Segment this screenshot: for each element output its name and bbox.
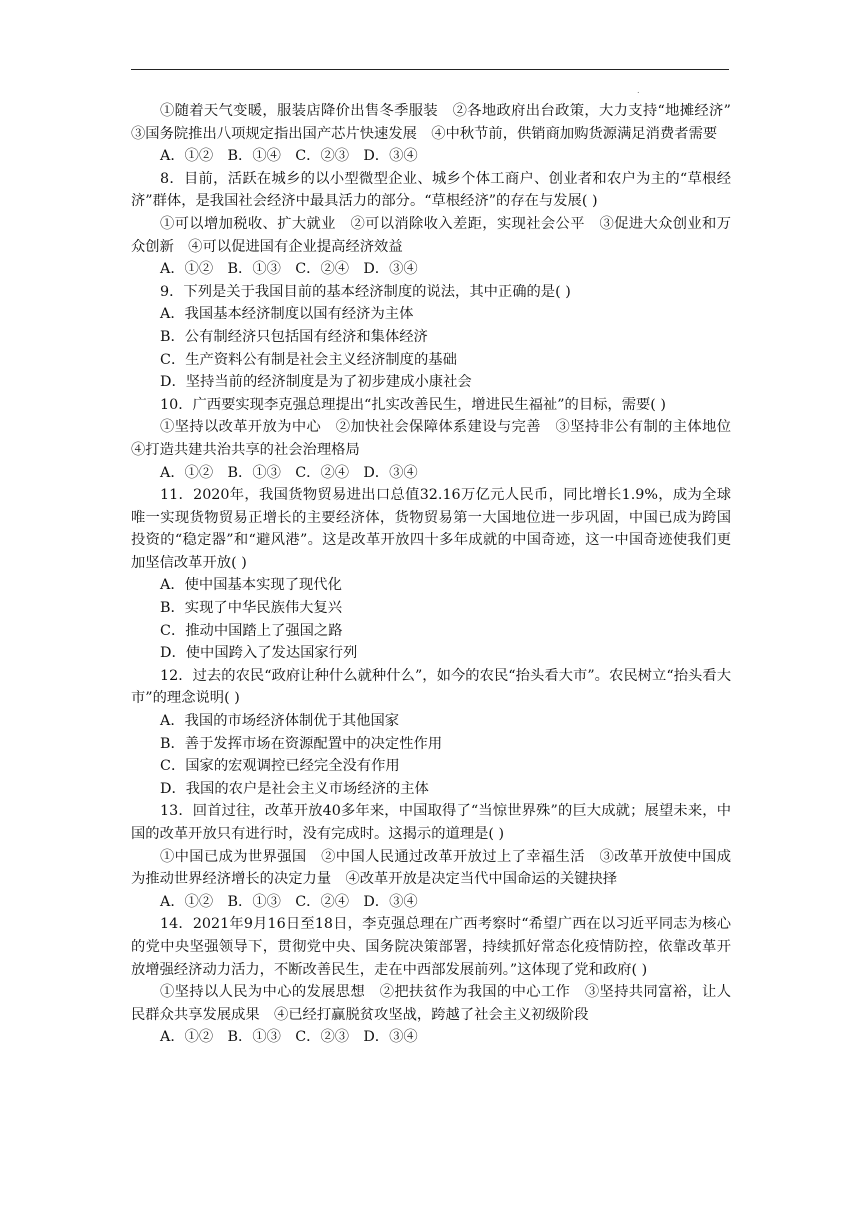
q8-answers: A．①② B．①③ C．②④ D．③④ bbox=[160, 261, 418, 278]
q13-statements: ①中国已成为世界强国 ②中国人民通过改革开放过上了幸福生活 ③改革开放使中国成为推动世界经济增长的决定力量 ④改革开放是决定当代中国命运的关键抉择 bbox=[131, 848, 731, 888]
q12-option-b: B．善于发挥市场在资源配置中的决定性作用 bbox=[160, 735, 443, 752]
q12-option-c: C．国家的宏观调控已经完全没有作用 bbox=[160, 758, 400, 775]
q9-option-d: D．坚持当前的经济制度是为了初步建成小康社会 bbox=[160, 374, 472, 391]
q11-stem: 11．2020年，我国货物贸易进出口总值32.16万亿元人民币，同比增长1.9%，成为全球唯一实现货物贸易正增长的主要经济体，货物贸易第一大国地位进一步巩固，中国已成为跨国投资的“稳定器”和“避风港”。这是改革开放四十多年成就的中国奇迹，这一中国奇迹使我们更加坚信改革开放( ) bbox=[131, 487, 731, 571]
q8-statements: ①可以增加税收、扩大就业 ②可以消除收入差距，实现社会公平 ③促进大众创业和万众创新 ④可以促进国有企业提高经济效益 bbox=[131, 215, 731, 255]
q14-statements: ①坚持以人民为中心的发展思想 ②把扶贫作为我国的中心工作 ③坚持共同富裕，让人民群众共享发展成果 ④已经打赢脱贫攻坚战，跨越了社会主义初级阶段 bbox=[131, 984, 731, 1023]
q7-statements: ①随着天气变暖，服装店降价出售冬季服装 ②各地政府出台政策，大力支持“地摊经济” ③国务院推出八项规定指出国产芯片快速发展 ④中秋节前，供销商加购货源满足消费者需要 bbox=[131, 103, 746, 142]
header-mark: . bbox=[637, 86, 640, 95]
q8-stem: 8．目前，活跃在城乡的以小型微型企业、城乡个体工商户、创业者和农户为主的“草根经济”群体，是我国社会经济中最具活力的部分。“草根经济”的存在与发展( ) bbox=[131, 170, 731, 210]
q11-option-a: A．使中国基本实现了现代化 bbox=[160, 577, 342, 594]
q11-option-c: C．推动中国踏上了强国之路 bbox=[160, 622, 343, 639]
q13-stem: 13．回首过往，改革开放40多年来，中国取得了“当惊世界殊”的巨大成就；展望未来，中国的改革开放只有进行时，没有完成时。这揭示的道理是( ) bbox=[131, 803, 731, 842]
q7-answers: A．①② B．①④ C．②③ D．③④ bbox=[160, 148, 418, 165]
q9-option-b: B．公有制经济只包括国有经济和集体经济 bbox=[160, 328, 428, 345]
q14-answers: A．①② B．①③ C．②③ D．③④ bbox=[160, 1029, 418, 1046]
q10-statements: ①坚持以改革开放为中心 ②加快社会保障体系建设与完善 ③坚持非公有制的主体地位 ④打造共建共治共享的社会治理格局 bbox=[131, 419, 746, 458]
q11-option-d: D．使中国跨入了发达国家行列 bbox=[160, 645, 358, 662]
q11-option-b: B．实现了中华民族伟大复兴 bbox=[160, 600, 343, 617]
q14-stem: 14．2021年9月16日至18日，李克强总理在广西考察时“希望广西在以习近平同志为核心的党中央坚强领导下，贯彻党中央、国务院决策部署，持续抓好常态化疫情防控，依靠改革开放增强经济动力活力，不断改善民生，走在中西部发展前列。”这体现了党和政府( ) bbox=[131, 916, 731, 978]
q9-option-a: A．我国基本经济制度以国有经济为主体 bbox=[160, 306, 414, 323]
q12-option-a: A．我国的市场经济体制优于其他国家 bbox=[160, 713, 400, 730]
q13-answers: A．①② B．①③ C．②④ D．③④ bbox=[160, 893, 418, 910]
question-sheet bbox=[131, 100, 746, 1049]
q12-option-d: D．我国的农户是社会主义市场经济的主体 bbox=[160, 780, 429, 797]
q9-option-c: C．生产资料公有制是社会主义经济制度的基础 bbox=[160, 351, 457, 368]
q10-stem: 10．广西要实现李克强总理提出“扎实改善民生，增进民生福祉”的目标，需要( ) bbox=[160, 396, 667, 413]
header-rule bbox=[131, 69, 729, 70]
q10-answers: A．①② B．①③ C．②④ D．③④ bbox=[160, 464, 418, 481]
q12-stem: 12．过去的农民“政府让种什么就种什么”，如今的农民“抬头看大市”。农民树立“抬头看大市”的理念说明( ) bbox=[131, 667, 731, 707]
q9-stem: 9．下列是关于我国目前的基本经济制度的说法，其中正确的是( ) bbox=[160, 283, 571, 300]
